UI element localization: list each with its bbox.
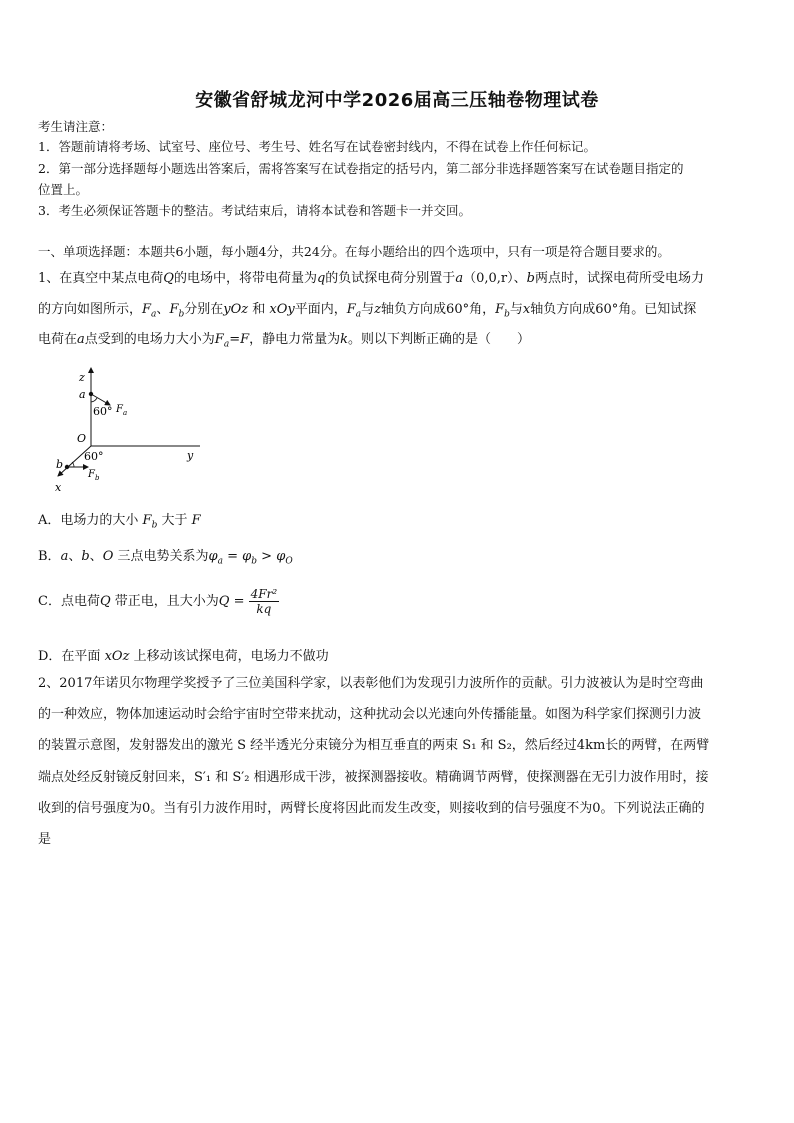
label-origin: O [77,432,87,445]
q1-line-3: 电荷在a点受到的电场力大小为$F_a=F$，静电力常量为k。则以下判断正确的是（ ） [38,332,531,350]
notice-item-2: 2．第一部分选择题每小题选出答案后，需将答案写在试卷指定的括号内，第二部分非选择题答案写在试卷题目指定的 [38,161,684,176]
q1-line-2: 的方向如图所示，$F_a$、$F_b$分别在yOz 和 xOy平面内，$F_a$与z轴负方向成60°角，$F_b$与x轴负方向成60°角。已知试探 [38,302,697,320]
q1-option-b: B．a、b、O 三点电势关系为$\varphi_a = \varphi_b > \varphi_O$ [38,549,293,567]
label-x: x [55,481,62,494]
notice-item-1: 1．答题前请将考场、试室号、座位号、考生号、姓名写在试卷密封线内，不得在试卷上作任何标记。 [38,139,596,154]
q1-option-a: A．电场力的大小 $F_b$ 大于 F [38,513,201,531]
q1-force-diagram [50,362,210,497]
label-force-b: $F_b$ [88,469,100,482]
label-angle-b: 60° [84,450,104,463]
angle-arc-a [91,398,97,402]
label-b: b [56,458,64,471]
label-a: a [79,388,86,401]
label-z: z [79,371,85,384]
label-y: y [187,449,194,462]
q2-line-6: 是 [38,832,52,847]
notice-header: 考生请注意： [38,119,114,134]
q2-line-4: 端点处经反射镜反射回来，S′₁ 和 S′₂ 相遇形成干涉，被探测器接收。精确调节两臂，使探测器在无引力波作用时，接 [38,770,709,785]
label-force-a: $F_a$ [116,404,128,417]
label-angle-a: 60° [93,405,113,418]
q2-line-1: 2、2017年诺贝尔物理学奖授予了三位美国科学家，以表彰他们为发现引力波所作的贡献。引力波被认为是时空弯曲 [38,676,704,691]
angle-arc-b [72,462,74,467]
notice-item-2-cont: 位置上。 [38,182,89,197]
page-title: 安徽省舒城龙河中学2026届高三压轴卷物理试卷 [195,90,599,111]
section-heading: 一、单项选择题：本题共6小题，每小题4分，共24分。在每小题给出的四个选项中，只有一项是符合题目要求的。 [38,244,670,259]
q1-option-c: C．点电荷Q 带正电，且大小为Q = $\frac{\text{4Fr²}}{kq}$ [38,587,278,616]
force-a-arrow [91,394,110,405]
charge-fraction: $\frac{\text{4Fr²}}{kq}$ [250,587,278,616]
q2-line-3: 的装置示意图，发射器发出的激光 S 经半透光分束镜分为相互垂直的两束 S₁ 和 S₂，然后经过4km长的两臂，在两臂 [38,738,710,753]
q2-line-5: 收到的信号强度为0。当有引力波作用时，两臂长度将因此而发生改变，则接收到的信号强度不为0。下列说法正确的 [38,801,705,816]
notice-item-3: 3．考生必须保证答题卡的整洁。考试结束后，请将本试卷和答题卡一并交回。 [38,203,471,218]
q1-line-1: 1、在真空中某点电荷Q的电场中，将带电荷量为q的负试探电荷分别置于a（0,0,r）、b两点时，试探电荷所受电场力 [38,271,704,286]
q1-option-d: D．在平面 xOz 上移动该试探电荷，电场力不做功 [38,649,329,664]
q2-line-2: 的一种效应，物体加速运动时会给宇宙时空带来扰动，这种扰动会以光速向外传播能量。如图为科学家们探测引力波 [38,707,702,722]
